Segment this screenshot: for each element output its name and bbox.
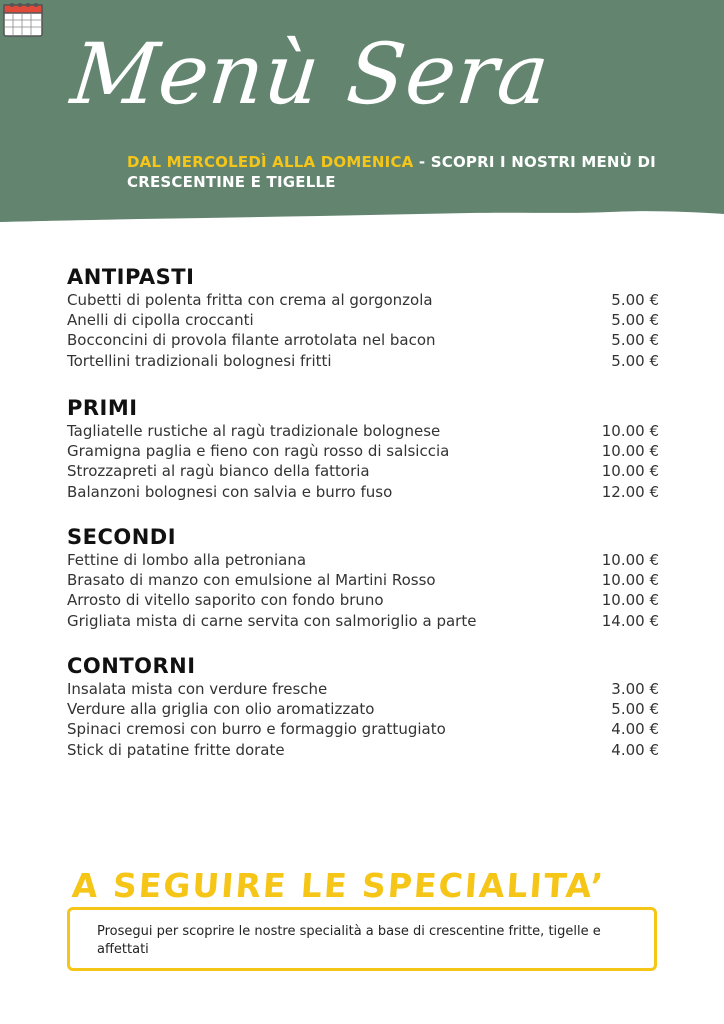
section-contorni (67, 653, 659, 760)
section-title: CONTORNI (67, 654, 196, 678)
item-name: Tagliatelle rustiche al ragù tradizionale bolognese (67, 422, 441, 440)
item-price: 10.00 € (601, 571, 659, 590)
section-antipasti (67, 264, 659, 371)
item-price: 10.00 € (601, 551, 659, 569)
item-price: 4.00 € (611, 720, 659, 739)
item-price: 10.00 € (601, 442, 659, 461)
menu-item (67, 330, 659, 350)
item-name: Bocconcini di provola filante arrotolata nel bacon (67, 331, 436, 350)
section-primi (67, 395, 659, 502)
menu-item (67, 570, 659, 590)
item-name: Strozzapreti al ragù bianco della fattoria (67, 462, 370, 481)
page-title: Menù Sera (66, 25, 555, 123)
item-price: 10.00 € (601, 422, 659, 440)
item-price: 12.00 € (601, 482, 659, 501)
item-name: Stick di patatine fritte dorate (67, 740, 285, 759)
menu-item (67, 719, 659, 739)
item-name: Gramigna paglia e fieno con ragù rosso di salsiccia (67, 442, 450, 461)
item-name: Cubetti di polenta fritta con crema al gorgonzola (67, 291, 433, 309)
item-price: 5.00 € (611, 351, 659, 370)
section-title: ANTIPASTI (67, 265, 195, 289)
specialties-title: A SEGUIRE LE SPECIALITA’ (70, 866, 607, 905)
item-name: Fettine di lombo alla petroniana (67, 551, 307, 569)
item-name: Tortellini tradizionali bolognesi fritti (67, 351, 332, 370)
item-price: 4.00 € (611, 740, 659, 759)
menu-item (67, 441, 659, 461)
item-name: Anelli di cipolla croccanti (67, 311, 254, 330)
item-price: 10.00 € (601, 462, 659, 481)
calendar-icon (0, 0, 46, 38)
specialties-text: Prosegui per scoprire le nostre specialità a base di crescentine fritte, tigelle e affettati (97, 924, 601, 957)
menu-item (67, 290, 659, 310)
menu-item (67, 351, 659, 371)
subtitle-highlight: DAL MERCOLEDÌ ALLA DOMENICA (127, 153, 414, 171)
menu-item (67, 461, 659, 481)
item-price: 3.00 € (611, 680, 659, 698)
item-price: 5.00 € (611, 291, 659, 309)
item-name: Insalata mista con verdure fresche (67, 680, 328, 698)
header-banner (0, 0, 724, 240)
item-name: Arrosto di vitello saporito con fondo bruno (67, 591, 384, 610)
header-subtitle (127, 152, 667, 192)
menu-item (67, 699, 659, 719)
item-name: Grigliata mista di carne servita con salmoriglio a parte (67, 611, 477, 630)
menu-item (67, 611, 659, 631)
menu-item (67, 310, 659, 330)
menu-item (67, 550, 659, 570)
item-price: 10.00 € (601, 591, 659, 610)
subtitle-text: - SCOPRI I NOSTRI MENÙ DI CRESCENTINE E TIGELLE (127, 153, 656, 191)
menu-item (67, 740, 659, 760)
menu-item (67, 421, 659, 441)
section-title: PRIMI (67, 396, 138, 420)
item-price: 5.00 € (611, 700, 659, 719)
item-price: 5.00 € (611, 311, 659, 330)
item-price: 14.00 € (601, 611, 659, 630)
item-name: Balanzoni bolognesi con salvia e burro fuso (67, 482, 393, 501)
menu-item (67, 590, 659, 610)
section-title: SECONDI (67, 525, 177, 549)
menu-item (67, 482, 659, 502)
item-name: Brasato di manzo con emulsione al Martini Rosso (67, 571, 436, 590)
item-name: Spinaci cremosi con burro e formaggio grattugiato (67, 720, 446, 739)
item-name: Verdure alla griglia con olio aromatizzato (67, 700, 375, 719)
section-secondi (67, 524, 659, 631)
specialties-box (67, 907, 657, 971)
menu-item (67, 679, 659, 699)
item-price: 5.00 € (611, 331, 659, 350)
